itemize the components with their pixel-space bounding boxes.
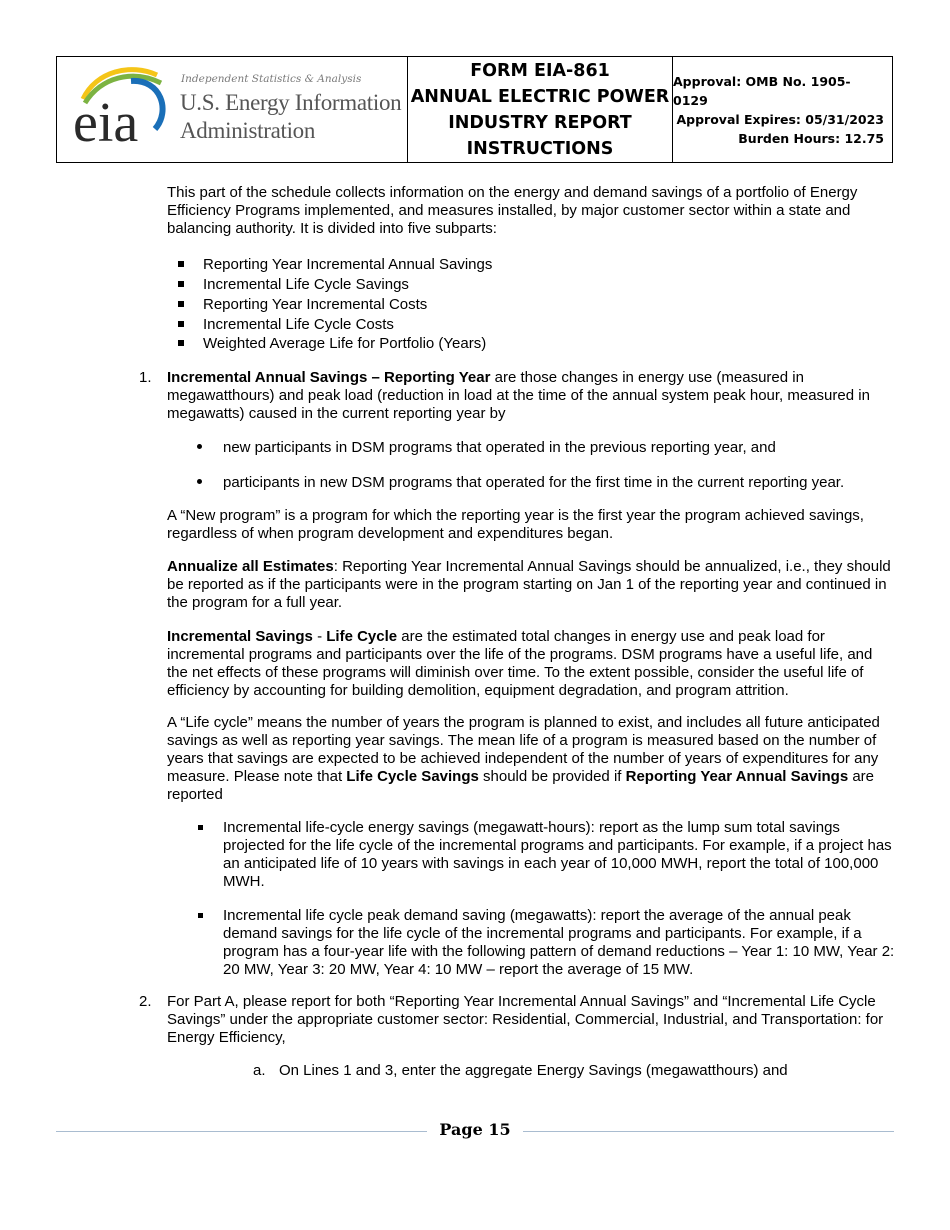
intro-paragraph: This part of the schedule collects information on the energy and demand savings of a portfolio of Energy Efficiency Programs implemented, and measures installed, by major customer sector within a state and balancing authority. It is divided into five subparts: <box>167 184 858 237</box>
page-number-label: Page 15 <box>427 1120 522 1139</box>
square-bullet-icon <box>178 340 184 346</box>
list-item: Incremental life cycle peak demand saving (megawatts): report the average of the annual peak demand savings for the life cycle of the incremental programs and participants. For example, if a program has a four-year life with the following pattern of demand reductions – Year 1: 10 MW, Year 2: 20 MW, Year 3: 20 MW, Year 4: 10 MW – report the average of 15 MW. <box>223 907 895 978</box>
list-item: Weighted Average Life for Portfolio (Years) <box>203 335 487 352</box>
logo-tagline: Independent Statistics & Analysis <box>181 73 362 85</box>
form-title-line: FORM EIA-861 <box>470 60 610 81</box>
life-cycle-sep: - <box>312 628 327 645</box>
square-bullet-icon <box>178 301 184 307</box>
life-cycle-text: are the estimated total changes in energy use and peak load for incremental programs and participants over the life of the programs. DSM programs have a useful life, and the net effects of these programs will diminish over time. To the extent possible, consider the useful life of efficiency by accounting for building demolition, equipment degradation, and program attrition. <box>167 628 873 699</box>
lcd-text2: should be provided if <box>478 768 626 785</box>
round-bullet-icon <box>197 444 202 449</box>
form-title-line: INSTRUCTIONS <box>466 138 614 159</box>
item2-paragraph: For Part A, please report for both “Reporting Year Incremental Annual Savings” and “Incremental Life Cycle Savings” under the appropriate customer sector: Residential, Commercial, Industrial, and Transportation: for Energy Efficiency, <box>167 993 884 1046</box>
lcd-text1: A “Life cycle” means the number of years the program is planned to exist, and includes all future anticipated savings as well as reporting year savings. The mean life of a program is measured based on the number of years that savings are expected to be achieved independent of the number of years of expenditures for any measure. Please note that <box>167 714 880 785</box>
approval-expires: Approval Expires: 05/31/2023 <box>676 111 884 127</box>
annualize-text: : Reporting Year Incremental Annual Savings should be annualized, i.e., they should be reported as if the participants were in the program starting on Jan 1 of the reporting year and continued in the program for a full year. <box>167 558 891 611</box>
square-bullet-icon <box>178 281 184 287</box>
lcd-term2: Reporting Year Annual Savings <box>625 768 849 785</box>
item-number: 1. <box>139 369 152 386</box>
list-item: Reporting Year Incremental Annual Savings <box>203 256 493 273</box>
life-cycle-term1: Incremental Savings <box>167 628 313 645</box>
sub-item-text: On Lines 1 and 3, enter the aggregate Energy Savings (megawatthours) and <box>279 1062 788 1079</box>
page-number <box>0 1120 950 1139</box>
square-bullet-icon <box>178 321 184 327</box>
life-cycle-term2: Life Cycle <box>326 628 398 645</box>
item1-paragraph <box>167 369 895 423</box>
annualize-term: Annualize all Estimates <box>167 558 334 575</box>
item1-text: are those changes in energy use (measured in megawatthours) and peak load (reduction in load at the time of the annual system peak hour, measured in megawatts) caused in the current reporting year by <box>167 369 870 422</box>
form-title <box>408 57 673 162</box>
round-bullet-icon <box>197 479 202 484</box>
square-bullet-icon <box>198 913 203 918</box>
list-item: Reporting Year Incremental Costs <box>203 296 428 313</box>
document-header <box>56 56 893 163</box>
burden-hours: Burden Hours: 12.75 <box>738 130 884 146</box>
form-title-line: INDUSTRY REPORT <box>448 112 632 133</box>
eia-logo-icon <box>71 61 181 156</box>
new-program-paragraph: A “New program” is a program for which the reporting year is the first year the program achieved savings, regardless of when program development and expenditures began. <box>167 507 864 542</box>
list-item: Incremental life-cycle energy savings (megawatt-hours): report as the lump sum total savings projected for the life cycle of the incremental programs and participants. For example, if a project has an anticipated life of 10 years with savings in each year of 10,000 MWH, report the total of 100,000 MWH. <box>223 819 892 890</box>
annualize-paragraph <box>167 558 895 612</box>
form-title-line: ANNUAL ELECTRIC POWER <box>410 86 670 107</box>
approval-omb: Approval: OMB No. 1905-0129 <box>673 73 851 108</box>
list-item: Incremental Life Cycle Costs <box>203 316 394 333</box>
sub-item-letter: a. <box>253 1062 266 1079</box>
list-item: new participants in DSM programs that operated in the previous reporting year, and <box>223 439 776 456</box>
life-cycle-paragraph <box>167 628 895 700</box>
lcd-term1: Life Cycle Savings <box>346 768 479 785</box>
list-item: participants in new DSM programs that operated for the first time in the current reporting year. <box>223 474 845 491</box>
square-bullet-icon <box>178 261 184 267</box>
list-item: Incremental Life Cycle Savings <box>203 276 409 293</box>
life-cycle-definition-paragraph <box>167 714 895 804</box>
lcd-text3: are reported <box>167 768 875 803</box>
logo-org-name-line2: Administration <box>180 118 316 143</box>
approval-info <box>673 57 892 162</box>
eia-logo-block <box>57 57 408 162</box>
svg-text:eia: eia <box>73 92 139 154</box>
item-number: 2. <box>139 993 152 1010</box>
logo-org-name-line1: U.S. Energy Information <box>180 90 402 115</box>
square-bullet-icon <box>198 825 203 830</box>
item1-term: Incremental Annual Savings – Reporting Year <box>167 369 491 386</box>
